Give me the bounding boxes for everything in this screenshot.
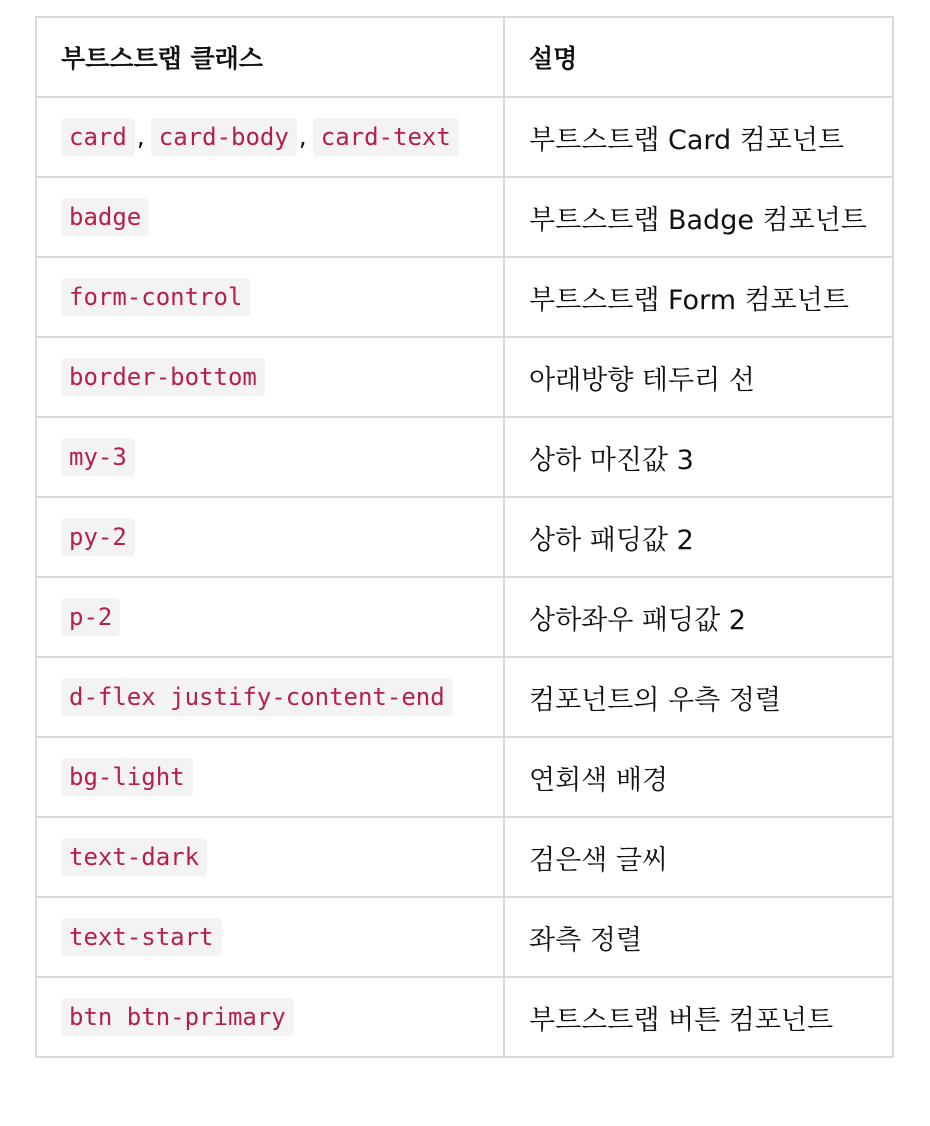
class-code: p-2 bbox=[61, 598, 120, 636]
bootstrap-class-table bbox=[35, 16, 894, 1058]
description-cell: 부트스트랩 버튼 컴포넌트 bbox=[504, 977, 893, 1057]
table-header-row bbox=[36, 17, 893, 97]
table-row bbox=[36, 177, 893, 257]
header-class: 부트스트랩 클래스 bbox=[36, 17, 504, 97]
description-cell: 부트스트랩 Badge 컴포넌트 bbox=[504, 177, 893, 257]
table-row bbox=[36, 97, 893, 177]
class-code: d-flex justify-content-end bbox=[61, 678, 453, 716]
table-row bbox=[36, 977, 893, 1057]
class-code: border-bottom bbox=[61, 358, 265, 396]
table-row bbox=[36, 257, 893, 337]
header-description: 설명 bbox=[504, 17, 893, 97]
description-cell: 상하좌우 패딩값 2 bbox=[504, 577, 893, 657]
description-cell: 검은색 글씨 bbox=[504, 817, 893, 897]
class-cell bbox=[36, 417, 504, 497]
table-row bbox=[36, 657, 893, 737]
table-row bbox=[36, 577, 893, 657]
class-code: my-3 bbox=[61, 438, 135, 476]
description-cell: 부트스트랩 Card 컴포넌트 bbox=[504, 97, 893, 177]
class-code: form-control bbox=[61, 278, 250, 316]
table-row bbox=[36, 497, 893, 577]
class-cell bbox=[36, 97, 504, 177]
description-cell: 상하 패딩값 2 bbox=[504, 497, 893, 577]
class-cell bbox=[36, 577, 504, 657]
table-row bbox=[36, 417, 893, 497]
class-code: text-start bbox=[61, 918, 222, 956]
class-cell bbox=[36, 737, 504, 817]
description-cell: 연회색 배경 bbox=[504, 737, 893, 817]
description-cell: 좌측 정렬 bbox=[504, 897, 893, 977]
class-separator: , bbox=[298, 122, 307, 151]
description-cell: 컴포넌트의 우측 정렬 bbox=[504, 657, 893, 737]
class-cell bbox=[36, 257, 504, 337]
class-code: btn btn-primary bbox=[61, 998, 294, 1036]
class-code: card bbox=[61, 118, 135, 156]
class-code: py-2 bbox=[61, 518, 135, 556]
class-separator: , bbox=[136, 122, 145, 151]
class-cell bbox=[36, 497, 504, 577]
class-cell bbox=[36, 817, 504, 897]
description-cell: 아래방향 테두리 선 bbox=[504, 337, 893, 417]
description-cell: 부트스트랩 Form 컴포넌트 bbox=[504, 257, 893, 337]
table-row bbox=[36, 737, 893, 817]
table-row bbox=[36, 817, 893, 897]
class-cell bbox=[36, 337, 504, 417]
class-code: text-dark bbox=[61, 838, 207, 876]
class-code: card-body bbox=[151, 118, 297, 156]
class-code: badge bbox=[61, 198, 149, 236]
class-cell bbox=[36, 897, 504, 977]
class-cell bbox=[36, 177, 504, 257]
class-code: card-text bbox=[313, 118, 459, 156]
class-code: bg-light bbox=[61, 758, 193, 796]
table-row bbox=[36, 897, 893, 977]
class-cell bbox=[36, 977, 504, 1057]
class-cell bbox=[36, 657, 504, 737]
description-cell: 상하 마진값 3 bbox=[504, 417, 893, 497]
table-row bbox=[36, 337, 893, 417]
